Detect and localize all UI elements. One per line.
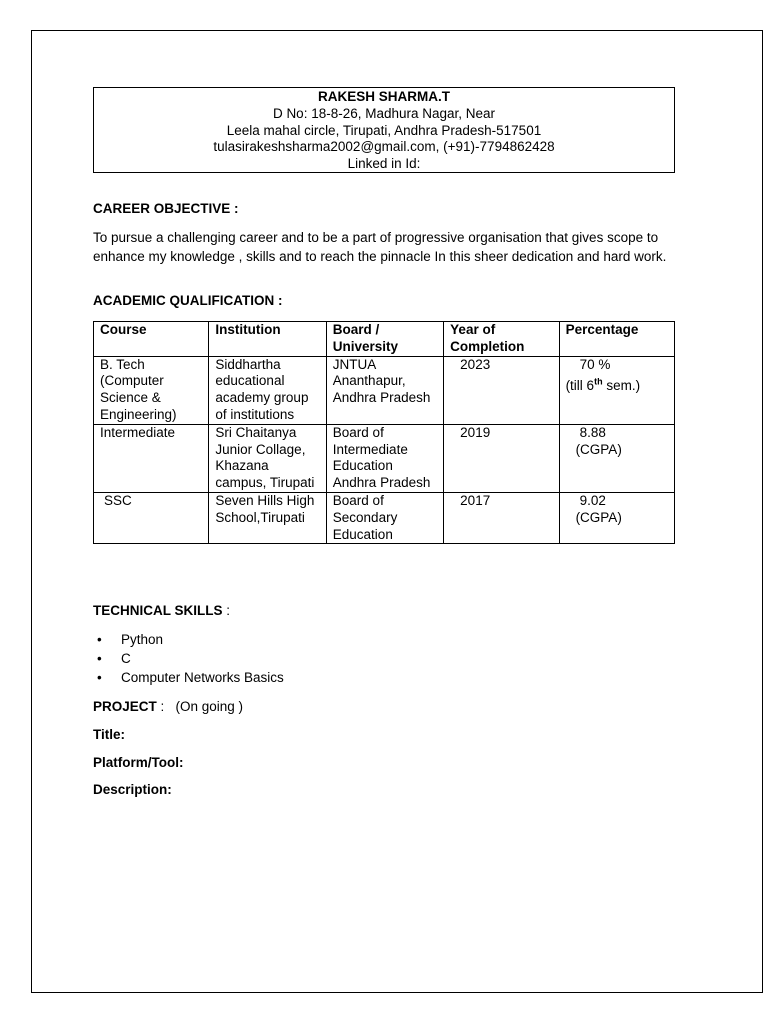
- table-header-row: [94, 322, 675, 357]
- cell-institution: Seven Hills High School,Tirupati: [209, 492, 326, 543]
- cell-course: SSC: [94, 492, 209, 543]
- resume-header: [93, 87, 675, 173]
- candidate-name: RAKESH SHARMA.T: [317, 89, 450, 104]
- list-item: • Python: [93, 630, 284, 649]
- cell-board: Board of Secondary Education: [326, 492, 443, 543]
- table-row: [94, 424, 675, 492]
- percentage-value: 8.88: [579, 424, 606, 440]
- project-title-label: Title:: [93, 727, 126, 742]
- linkedin-line: Linked in Id:: [347, 156, 421, 172]
- percentage-value: 9.02: [579, 492, 606, 508]
- cell-course: B. Tech (Computer Science & Engineering): [94, 356, 209, 424]
- percentage-value: 70 %: [579, 356, 611, 372]
- project-title: PROJECT : (On going ): [93, 699, 244, 714]
- header-board: Board / University: [326, 322, 443, 357]
- year-value: 2017: [460, 492, 491, 508]
- year-value: 2019: [460, 424, 491, 440]
- table-row: [94, 356, 675, 424]
- table-row: [94, 492, 675, 543]
- address-line-1: D No: 18-8-26, Madhura Nagar, Near: [272, 105, 496, 121]
- cell-percentage: [559, 492, 674, 543]
- career-objective-text: To pursue a challenging career and to be a part of progressive organisation that gives scope to enhance my knowledge , skills and to reach the pinnacle In this sheer dedication and hard work.: [93, 230, 667, 264]
- platform-tool-label: Platform/Tool:: [93, 755, 184, 770]
- skills-list: [93, 630, 284, 687]
- cell-percentage: [559, 356, 674, 424]
- header-course: Course: [94, 322, 209, 357]
- address-line-2: Leela mahal circle, Tirupati, Andhra Pradesh-517501: [226, 122, 542, 138]
- career-objective-title: CAREER OBJECTIVE :: [93, 201, 239, 216]
- contact-line: tulasirakeshsharma2002@gmail.com, (+91)-7794862428: [213, 139, 555, 155]
- academic-table: [93, 321, 675, 544]
- percentage-note: (CGPA): [575, 441, 622, 457]
- cell-course: Intermediate: [94, 424, 209, 492]
- cell-year: [444, 424, 559, 492]
- cell-institution: Siddhartha educational academy group of institutions: [209, 356, 326, 424]
- list-item: • C: [93, 649, 284, 668]
- cell-board: JNTUA Ananthapur, Andhra Pradesh: [326, 356, 443, 424]
- header-percentage: Percentage: [559, 322, 674, 357]
- academic-title: ACADEMIC QUALIFICATION :: [93, 293, 283, 308]
- header-year: Year of Completion: [444, 322, 559, 357]
- cell-institution: Sri Chaitanya Junior Collage, Khazana campus, Tirupati: [209, 424, 326, 492]
- cell-percentage: [559, 424, 674, 492]
- cell-year: [444, 356, 559, 424]
- technical-skills-title: TECHNICAL SKILLS :: [93, 603, 231, 618]
- list-item: • Computer Networks Basics: [93, 668, 284, 687]
- description-label: Description:: [93, 782, 172, 797]
- header-institution: Institution: [209, 322, 326, 357]
- cell-year: [444, 492, 559, 543]
- percentage-note: (CGPA): [575, 509, 622, 525]
- cell-board: Board of Intermediate Education Andhra Pradesh: [326, 424, 443, 492]
- percentage-note: (till 6th sem.): [565, 376, 641, 393]
- year-value: 2023: [460, 356, 491, 372]
